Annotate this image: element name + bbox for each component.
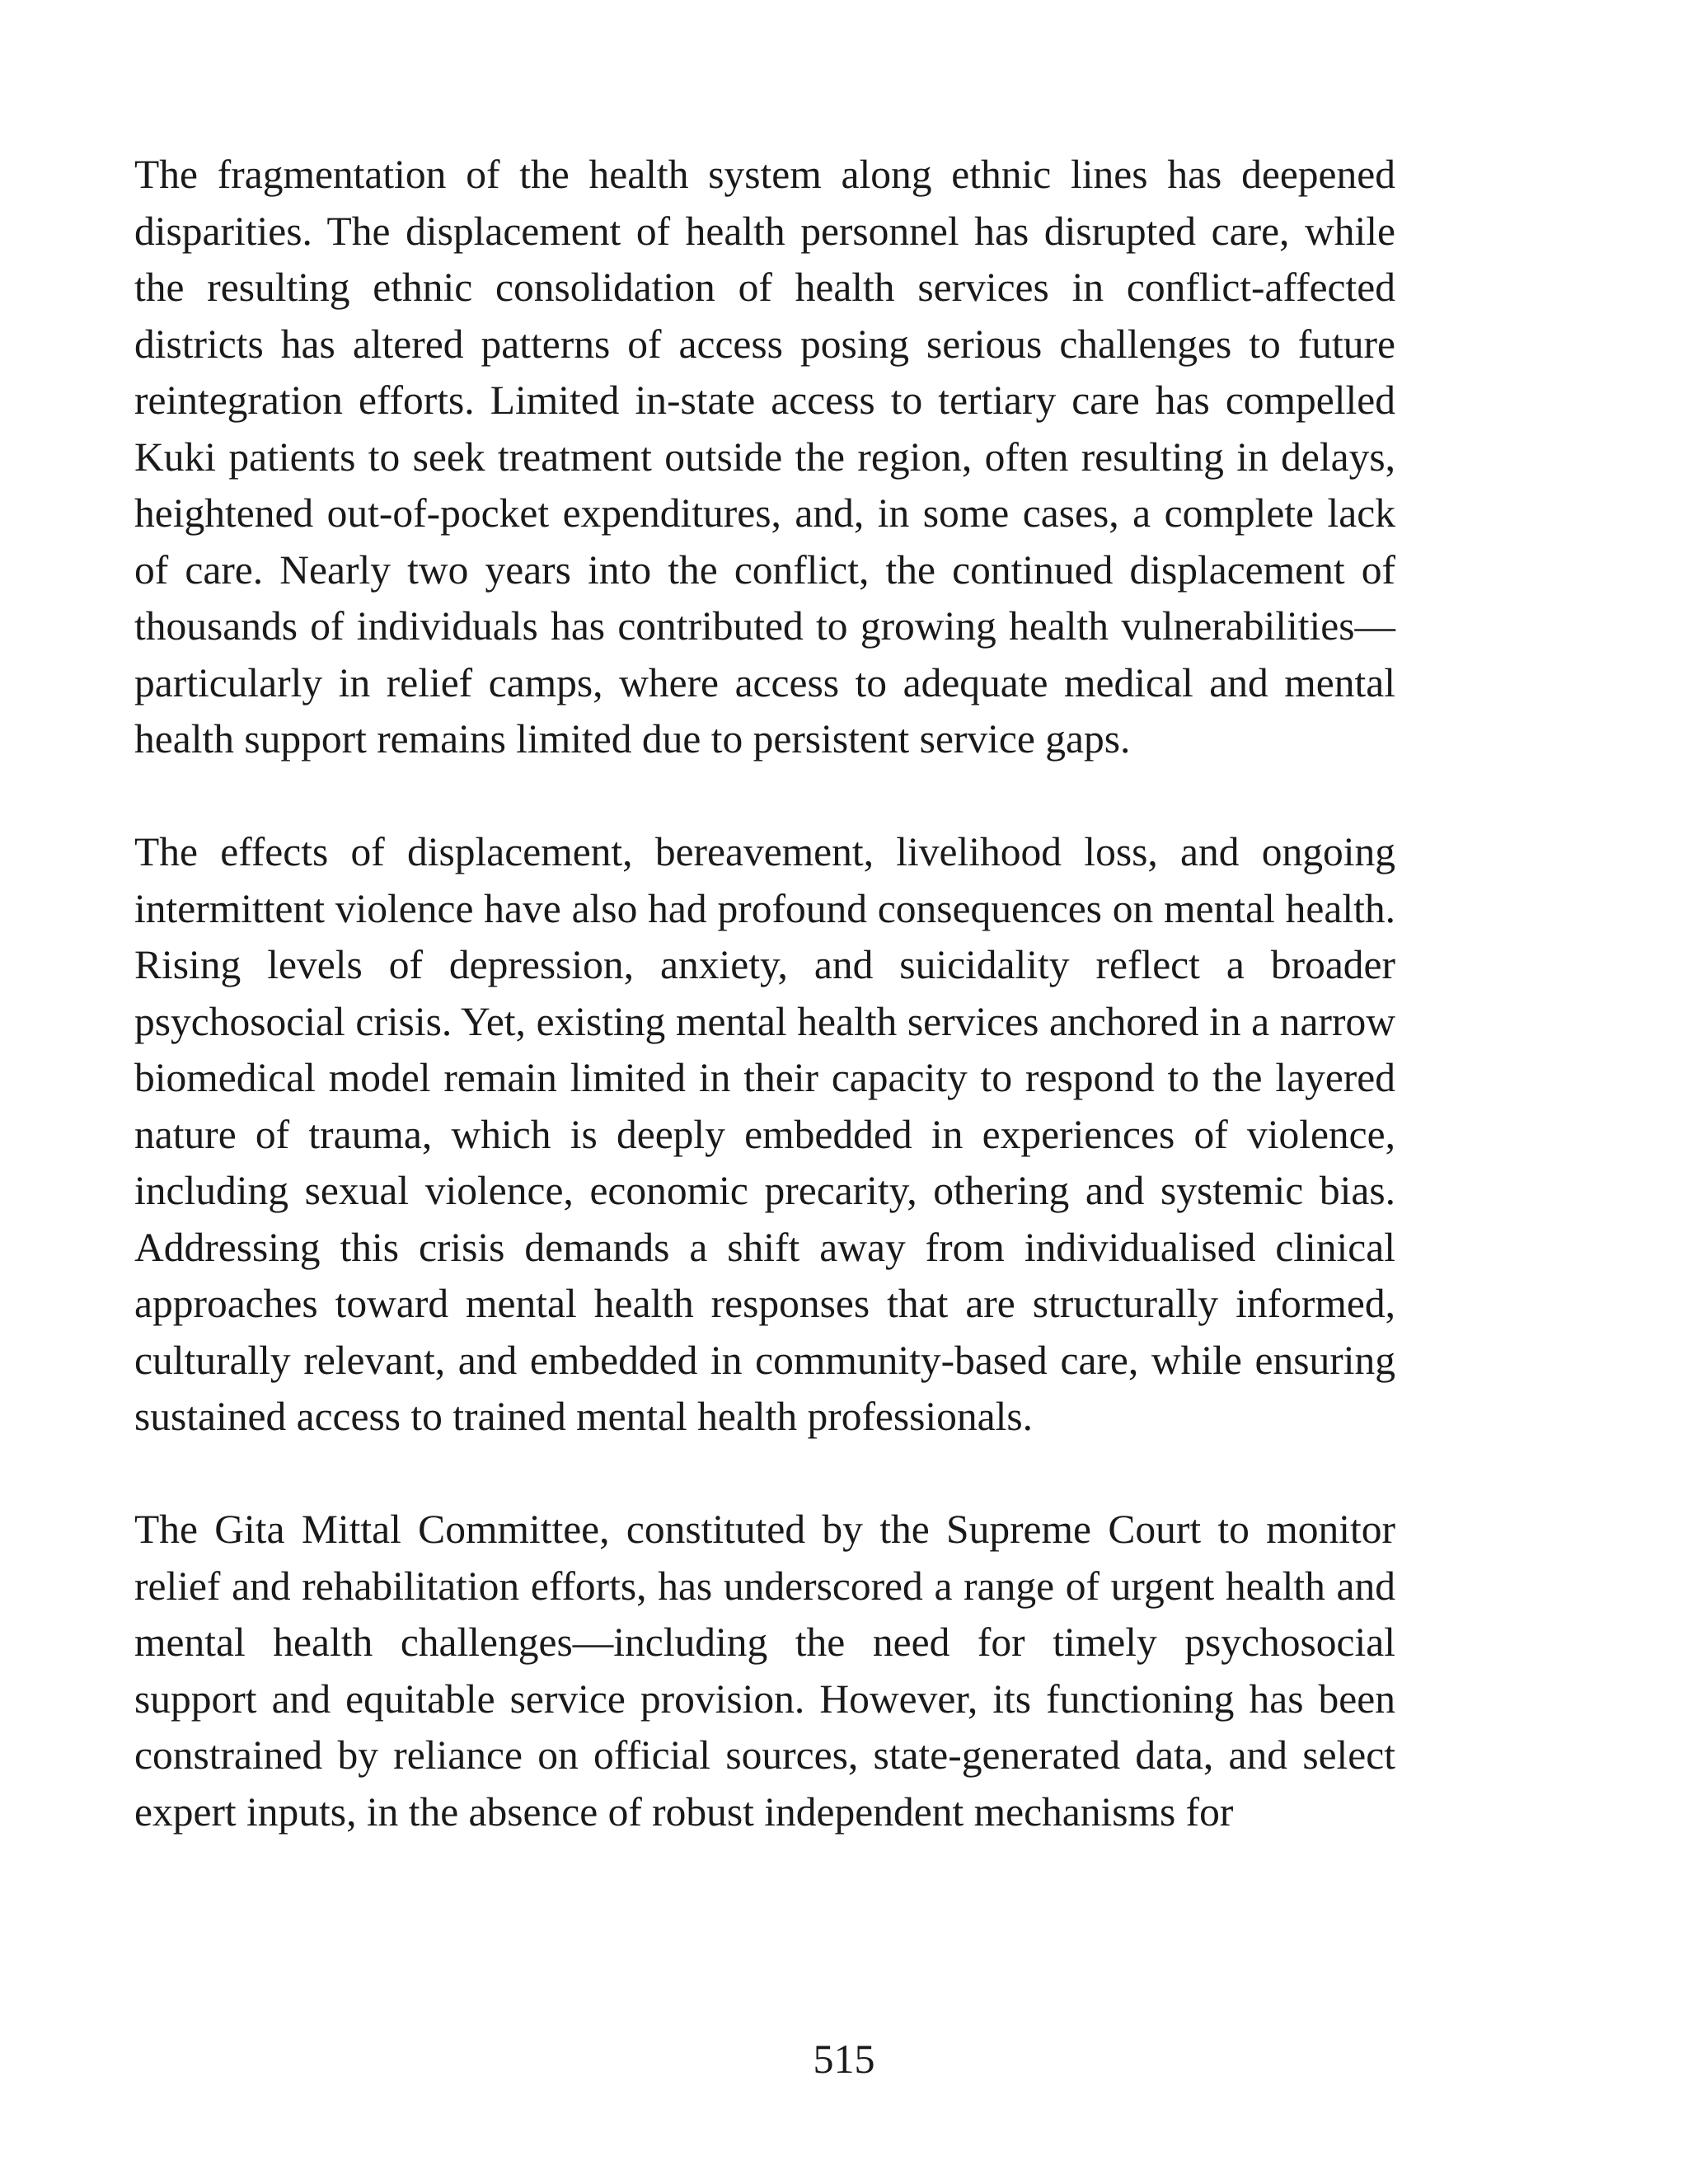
paragraph-mental-health-effects: The effects of displacement, bereavement, livelihood loss, and ongoing intermittent violence have also had profound consequences on mental health. Rising levels of depression, anxiety, and suicidality reflect a broader psychosocial crisis. Yet, existing mental health services anchored in a narrow biomedical model remain limited in their capacity to respond to the layered nature of trauma, which is deeply embedded in experiences of violence, including sexual violence, economic precarity, othering and systemic bias. Addressing this crisis demands a shift away from individualised clinical approaches toward mental health responses that are structurally informed, culturally relevant, and embedded in community-based care, while ensuring sustained access to trained mental health professionals.	[134, 829, 1395, 1439]
paragraph-gita-mittal-committee: The Gita Mittal Committee, constituted by the Supreme Court to monitor relief and rehabilitation efforts, has underscored a range of urgent health and mental health challenges—including the need for timely psychosocial support and equitable service provision. However, its functioning has been constrained by reliance on official sources, state-generated data, and select expert inputs, in the absence of robust independent mechanisms for	[134, 1507, 1395, 1835]
paragraph-health-system-fragmentation: The fragmentation of the health system along ethnic lines has deepened disparities. The displacement of health personnel has disrupted care, while the resulting ethnic consolidation of health services in conflict-affected districts has altered patterns of access posing serious challenges to future reintegration efforts. Limited in-state access to tertiary care has compelled Kuki patients to seek treatment outside the region, often resulting in delays, heightened out-of-pocket expenditures, and, in some cases, a complete lack of care. Nearly two years into the conflict, the continued displacement of thousands of individuals has contributed to growing health vulnerabilities—particularly in relief camps, where access to adequate medical and mental health support remains limited due to persistent service gaps.	[134, 152, 1395, 762]
body-text	[134, 147, 1395, 1840]
page-number: 515	[813, 2036, 875, 2082]
